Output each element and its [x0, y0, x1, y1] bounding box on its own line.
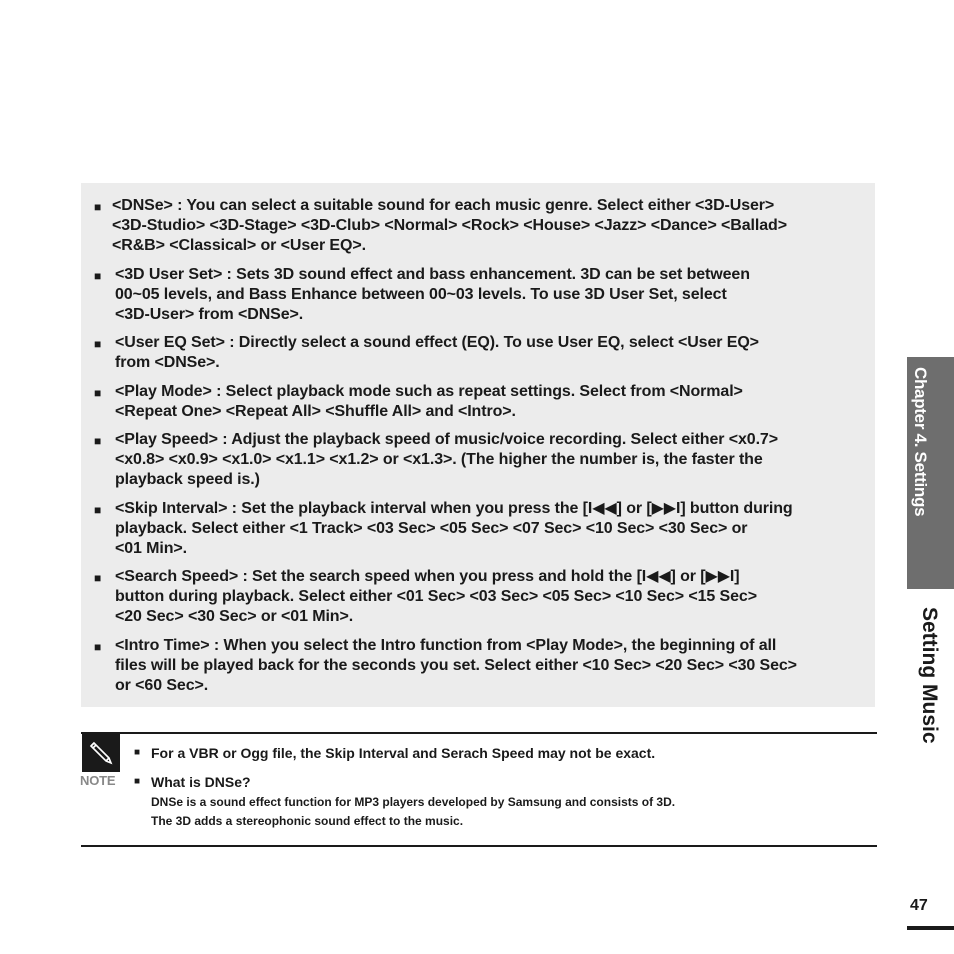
pencil-icon-graphic: [82, 734, 120, 772]
list-item-text: <DNSe> : You can select a suitable sound for each music genre. Select either <3D-User> <3D-Studio> <3D-Stage> <3D-Club> <Normal> <Rock> <House> <Jazz> <Dance> <Ballad> <R&B> <Classical> or <User EQ>.: [112, 197, 787, 254]
page-number-rule: [907, 926, 954, 930]
note-top-divider: [81, 732, 877, 734]
list-item-text: <3D User Set> : Sets 3D sound effect and bass enhancement. 3D can be set between 00~05 levels, and Bass Enhance between 00~03 levels. To use 3D User Set, select <3D-User> from <DNSe>.: [115, 266, 750, 323]
list-item-text: <Intro Time> : When you select the Intro function from <Play Mode>, the beginning of all files will be played back for the seconds you set. Select either <10 Sec> <20 Sec> <30 Sec> or <60 Sec>.: [115, 637, 797, 694]
bullet-icon: ■: [94, 386, 102, 400]
page-number: 47: [910, 897, 928, 914]
note-label: NOTE: [80, 773, 116, 788]
chapter-label: Chapter 4. Settings: [911, 367, 930, 517]
note-subtext: DNSe is a sound effect function for MP3 players developed by Samsung and consists of 3D.: [151, 795, 676, 809]
bullet-icon: ■: [94, 269, 102, 283]
section-title: Setting Music: [918, 607, 941, 744]
settings-description-panel: [81, 183, 875, 707]
bullet-icon: ■: [134, 747, 141, 758]
bullet-icon: ■: [134, 776, 141, 787]
note-text: What is DNSe?: [151, 774, 251, 790]
bullet-icon: ■: [94, 503, 102, 517]
list-item-text: <Play Mode> : Select playback mode such as repeat settings. Select from <Normal> <Repeat One> <Repeat All> <Shuffle All> and <Intro>.: [115, 383, 743, 420]
note-subtext: The 3D adds a stereophonic sound effect to the music.: [151, 814, 464, 828]
bullet-icon: ■: [94, 337, 102, 351]
bullet-icon: ■: [94, 434, 102, 448]
bullet-icon: ■: [94, 640, 102, 654]
list-item-text: <Skip Interval> : Set the playback interval when you press the [I◀◀] or [▶▶I] button during playback. Select either <1 Track> <03 Sec> <05 Sec> <07 Sec> <10 Sec> <30 Sec> or <01 Min>.: [115, 500, 793, 557]
bullet-icon: ■: [94, 571, 102, 585]
bullet-icon: ■: [94, 200, 102, 214]
note-bottom-divider: [81, 845, 877, 847]
list-item-text: <Play Speed> : Adjust the playback speed of music/voice recording. Select either <x0.7> <x0.8> <x0.9> <x1.0> <x1.1> <x1.2> or <x1.3>. (The higher the number is, the faster the playback speed is.): [115, 431, 778, 488]
list-item-text: <User EQ Set> : Directly select a sound effect (EQ). To use User EQ, select <User EQ> from <DNSe>.: [115, 334, 759, 371]
note-text: For a VBR or Ogg file, the Skip Interval and Serach Speed may not be exact.: [151, 745, 656, 761]
pencil-icon: [82, 734, 120, 772]
list-item-text: <Search Speed> : Set the search speed when you press and hold the [I◀◀] or [▶▶I] button during playback. Select either <01 Sec> <03 Sec> <05 Sec> <10 Sec> <15 Sec> <20 Sec> <30 Sec> or <01 Min>.: [115, 568, 757, 625]
chapter-tab: [907, 357, 954, 589]
